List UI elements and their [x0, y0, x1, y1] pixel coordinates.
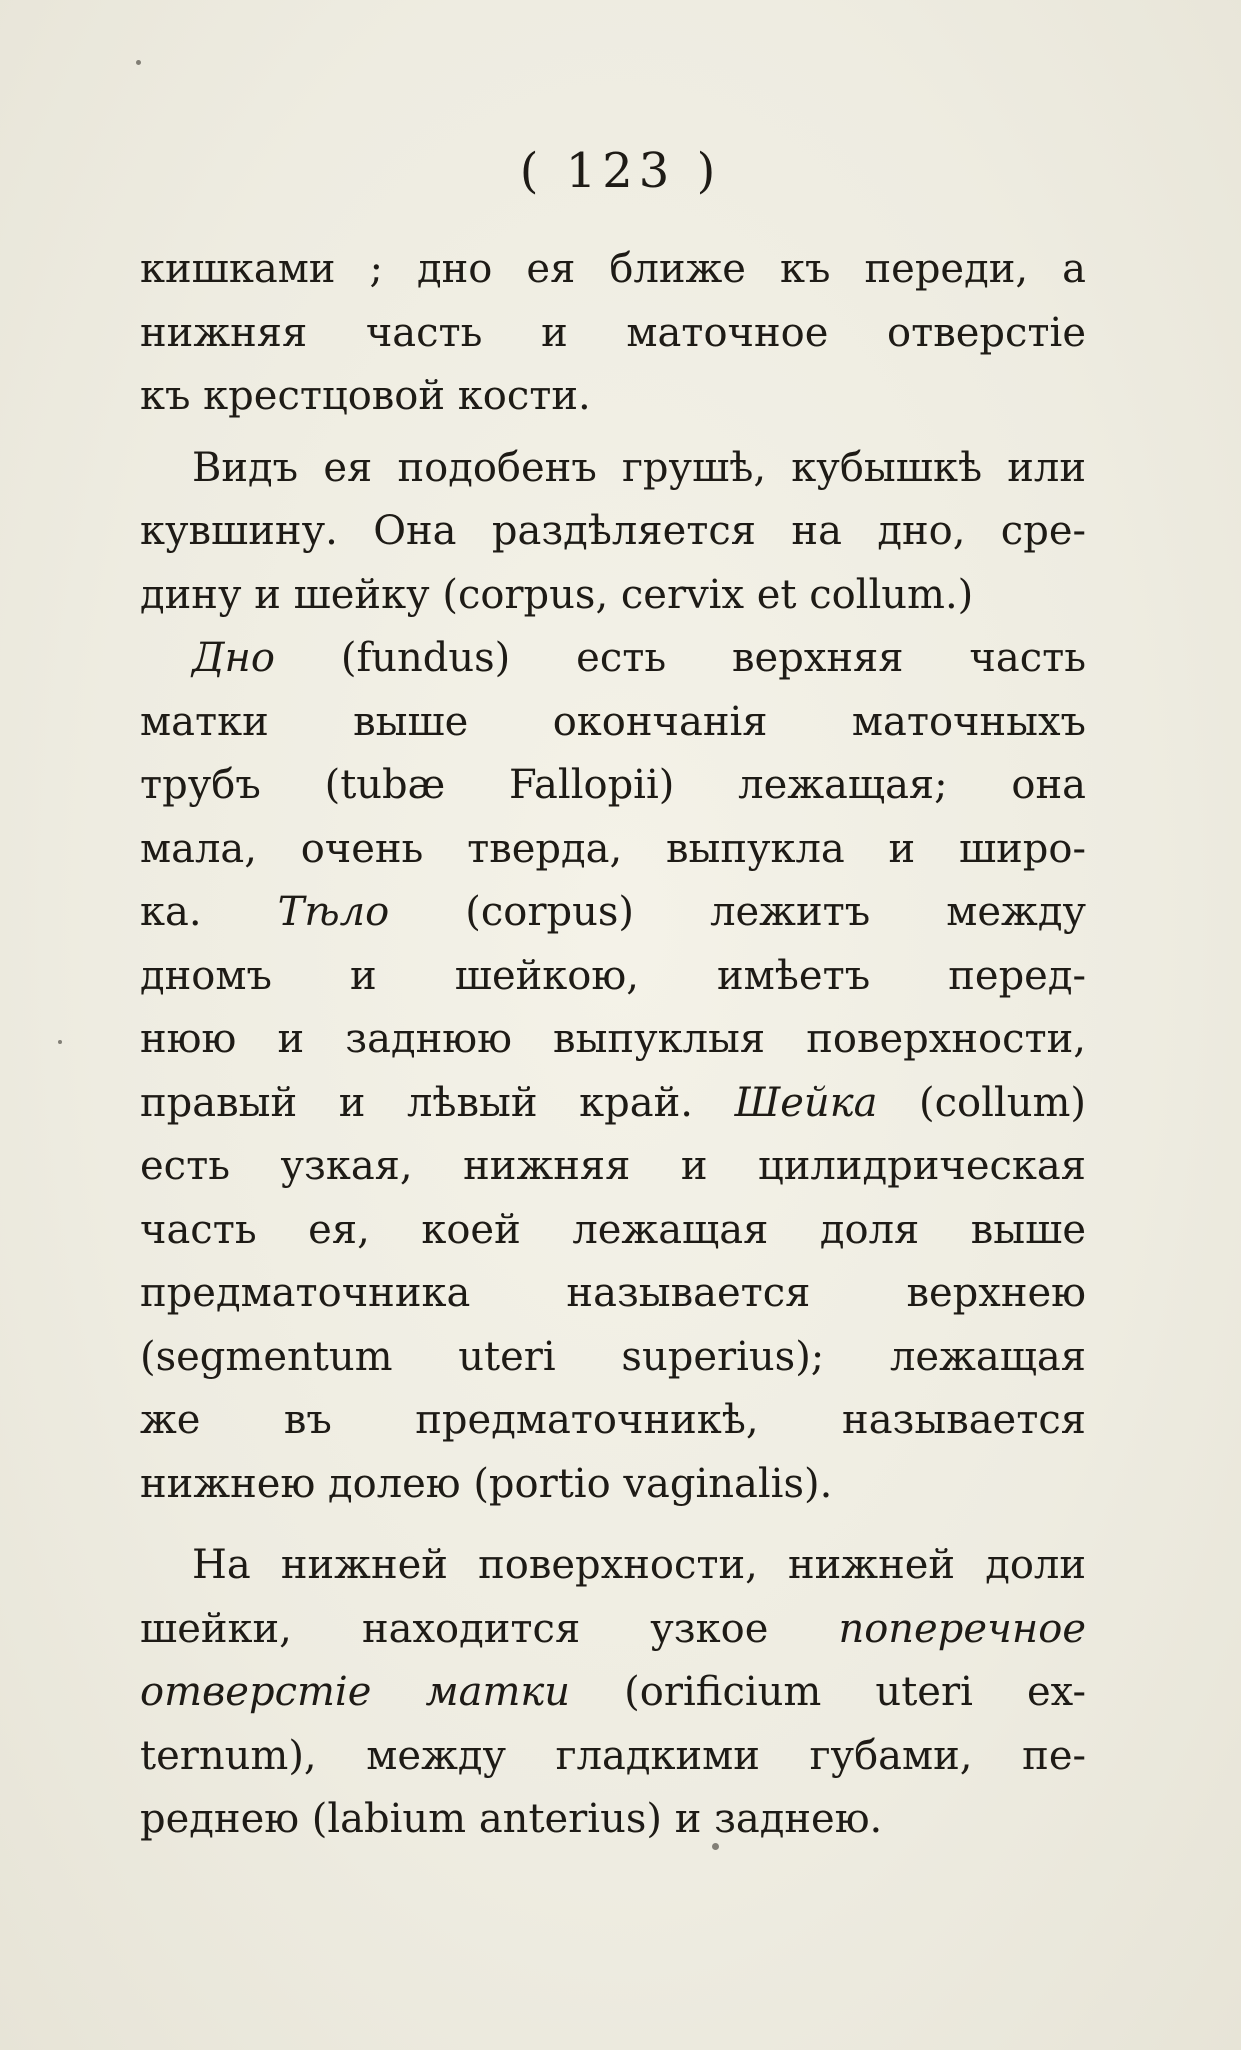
text-segment: ка.	[140, 889, 278, 935]
text-segment: реднею (labium anterius) и заднею.	[140, 1796, 883, 1842]
text-line	[140, 500, 1086, 564]
text-segment: нижнею долею (portio vaginalis).	[140, 1460, 833, 1507]
text-segment: дину и шейку (corpus, cervix et collum.)	[140, 571, 974, 618]
text-segment: есть узкая, нижняя и цилидрическая	[140, 1143, 1086, 1189]
text-line	[140, 238, 1086, 302]
ink-speck	[58, 1040, 62, 1044]
text-line	[140, 945, 1086, 1009]
text-segment: (segmentum uteri superius); лежащая	[140, 1333, 1086, 1380]
text-segment: ternum), между гладкими губами, пе-	[140, 1732, 1086, 1779]
text-segment: матки выше окончанія маточныхъ	[140, 698, 1086, 745]
text-segment: (orificium uteri ex-	[570, 1669, 1086, 1715]
text-line	[140, 691, 1086, 755]
text-line	[140, 1453, 1086, 1517]
text-line	[140, 627, 1086, 691]
italic-term: отверстіе матки	[140, 1669, 571, 1715]
text-segment: трубъ (tubæ Fallopii) лежащая; она	[140, 762, 1086, 808]
ink-speck	[712, 1843, 719, 1850]
page-number: ( 123 )	[519, 143, 722, 199]
text-line	[140, 1262, 1086, 1326]
text-segment: кишками ; дно ея ближе къ переди, а	[140, 246, 1086, 292]
text-line	[140, 754, 1086, 818]
text-line	[140, 1598, 1086, 1662]
text-segment: предматочника называется верхнею	[140, 1270, 1086, 1316]
body-text	[140, 238, 1086, 1852]
text-segment: часть ея, коей лежащая доля выше	[140, 1206, 1086, 1253]
text-segment: дномъ и шейкою, имѣетъ перед-	[140, 952, 1086, 999]
text-segment: (collum)	[877, 1079, 1086, 1126]
text-line	[140, 1788, 1086, 1852]
italic-term: Дно	[192, 635, 275, 681]
text-line	[140, 437, 1086, 501]
text-segment: нижняя часть и маточное отверстіе	[140, 309, 1086, 356]
text-segment: На нижней поверхности, нижней доли	[192, 1542, 1086, 1588]
text-line	[140, 1389, 1086, 1453]
text-line	[140, 1199, 1086, 1263]
text-segment: же въ предматочникѣ, называется	[140, 1397, 1086, 1443]
text-segment: (fundus) есть верхняя часть	[274, 635, 1086, 681]
italic-term: Тѣло	[277, 889, 390, 935]
ink-speck	[136, 60, 141, 65]
text-segment: правый и лѣвый край.	[140, 1079, 735, 1126]
text-line	[140, 1725, 1086, 1789]
text-line	[140, 564, 1086, 628]
text-segment: (corpus) лежитъ между	[389, 889, 1086, 935]
text-line	[140, 881, 1086, 945]
italic-term: Шейка	[734, 1079, 878, 1126]
italic-term: поперечное	[838, 1605, 1086, 1652]
text-line	[140, 302, 1086, 366]
text-line	[140, 1326, 1086, 1390]
text-segment: къ крестцовой кости.	[140, 373, 591, 419]
text-segment: нюю и заднюю выпуклыя поверхности,	[140, 1016, 1086, 1062]
text-line	[140, 1072, 1086, 1136]
text-segment: шейки, находится узкое	[140, 1605, 839, 1652]
text-line	[140, 1661, 1086, 1725]
text-line	[140, 1534, 1086, 1598]
text-line	[140, 818, 1086, 882]
text-line	[140, 1008, 1086, 1072]
text-segment: Видъ ея подобенъ грушѣ, кубышкѣ или	[192, 444, 1086, 491]
text-segment: мала, очень тверда, выпукла и широ-	[140, 825, 1086, 872]
text-segment: кувшину. Она раздѣляется на дно, сре-	[140, 508, 1086, 554]
text-line	[140, 1135, 1086, 1199]
text-line	[140, 365, 1086, 429]
